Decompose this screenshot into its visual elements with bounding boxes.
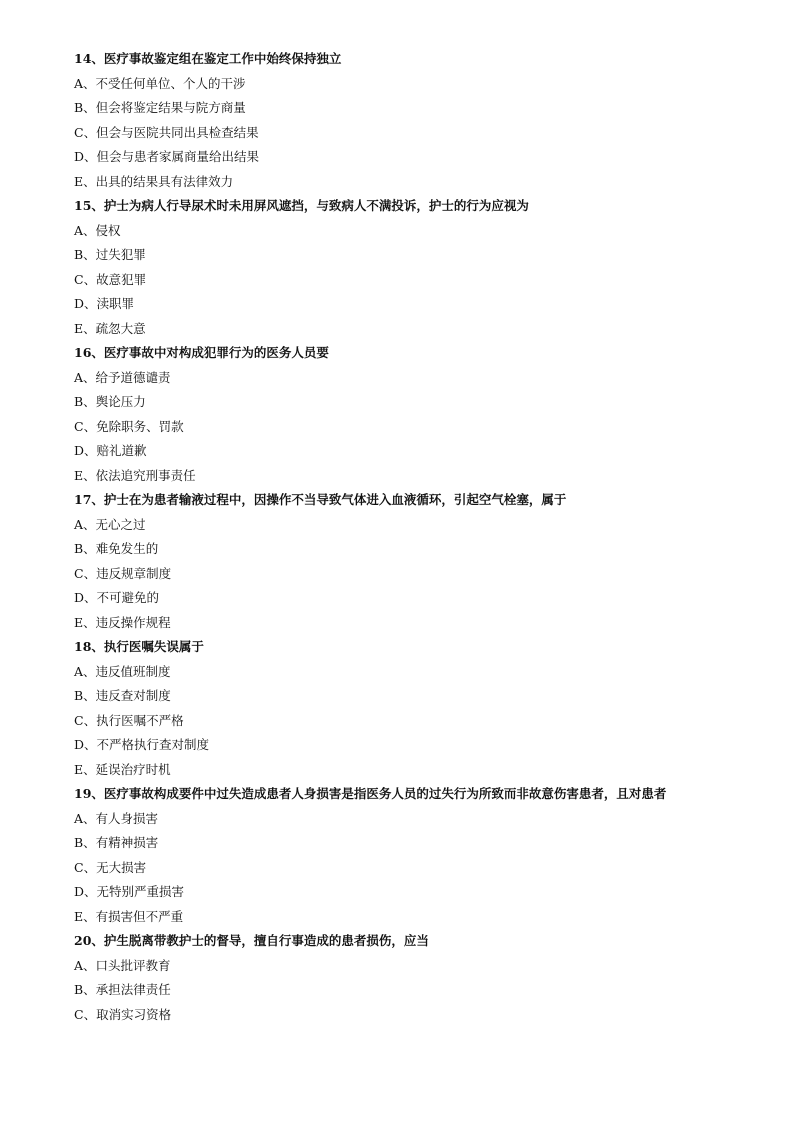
option-d bbox=[74, 145, 734, 170]
option-a bbox=[74, 219, 734, 244]
option-letter: B、 bbox=[74, 835, 96, 850]
option-letter: C、 bbox=[74, 565, 97, 581]
option-letter: A、 bbox=[74, 957, 96, 973]
option-letter: E、 bbox=[74, 614, 96, 630]
option-text: 依法追究刑事责任 bbox=[95, 467, 196, 483]
option-text: 疏忽大意 bbox=[95, 320, 146, 336]
option-d bbox=[74, 292, 734, 317]
option-letter: A、 bbox=[74, 75, 96, 91]
option-c bbox=[74, 415, 734, 440]
question-stem bbox=[74, 47, 734, 72]
question-14 bbox=[74, 47, 734, 194]
option-a bbox=[74, 807, 734, 832]
option-letter: A、 bbox=[74, 663, 96, 679]
option-text: 舆论压力 bbox=[95, 394, 146, 409]
option-text: 有损害但不严重 bbox=[95, 908, 184, 924]
question-number: 19、 bbox=[74, 786, 104, 801]
question-stem bbox=[74, 635, 734, 660]
question-16 bbox=[74, 341, 734, 488]
option-text: 口头批评教育 bbox=[95, 957, 171, 973]
option-letter: D、 bbox=[74, 884, 97, 899]
option-d bbox=[74, 586, 734, 611]
question-number: 20、 bbox=[74, 933, 104, 948]
question-text: 护士为病人行导尿术时未用屏风遮挡，与致病人不满投诉，护士的行为应视为 bbox=[103, 198, 529, 213]
option-text: 赔礼道歉 bbox=[96, 443, 147, 458]
option-a bbox=[74, 660, 734, 685]
option-text: 无特别严重损害 bbox=[96, 884, 185, 899]
option-d bbox=[74, 733, 734, 758]
option-d bbox=[74, 439, 734, 464]
question-number: 17、 bbox=[74, 492, 104, 507]
option-b bbox=[74, 978, 734, 1003]
option-text: 不可避免的 bbox=[96, 590, 160, 605]
option-text: 违反查对制度 bbox=[95, 688, 171, 703]
option-letter: C、 bbox=[74, 124, 97, 140]
option-c bbox=[74, 856, 734, 881]
option-c bbox=[74, 268, 734, 293]
option-letter: A、 bbox=[74, 810, 96, 826]
question-text: 护生脱离带教护士的督导，擅自行事造成的患者损伤，应当 bbox=[103, 933, 429, 948]
option-text: 违反值班制度 bbox=[95, 663, 171, 679]
option-text: 故意犯罪 bbox=[96, 271, 147, 287]
option-c bbox=[74, 562, 734, 587]
option-c bbox=[74, 1003, 734, 1028]
option-text: 侵权 bbox=[95, 222, 121, 238]
question-number: 15、 bbox=[74, 198, 104, 213]
option-text: 执行医嘱不严格 bbox=[96, 712, 184, 728]
option-letter: B、 bbox=[74, 688, 96, 703]
question-text: 医疗事故中对构成犯罪行为的医务人员要 bbox=[103, 345, 329, 360]
question-20 bbox=[74, 929, 734, 1027]
option-e bbox=[74, 317, 734, 342]
option-c bbox=[74, 121, 734, 146]
option-e bbox=[74, 905, 734, 930]
option-letter: A、 bbox=[74, 222, 96, 238]
option-text: 违反操作规程 bbox=[95, 614, 171, 630]
option-text: 渎职罪 bbox=[96, 296, 135, 311]
option-letter: D、 bbox=[74, 296, 97, 311]
question-18 bbox=[74, 635, 734, 782]
question-text: 护士在为患者输液过程中，因操作不当导致气体进入血液循环，引起空气栓塞，属于 bbox=[103, 492, 567, 507]
option-b bbox=[74, 243, 734, 268]
option-a bbox=[74, 513, 734, 538]
option-letter: C、 bbox=[74, 859, 97, 875]
option-text: 违反规章制度 bbox=[96, 565, 172, 581]
question-stem bbox=[74, 929, 734, 954]
question-text: 医疗事故鉴定组在鉴定工作中始终保持独立 bbox=[103, 51, 342, 66]
option-text: 无心之过 bbox=[95, 516, 146, 532]
option-text: 取消实习资格 bbox=[96, 1006, 172, 1022]
option-e bbox=[74, 611, 734, 636]
option-letter: E、 bbox=[74, 173, 96, 189]
option-letter: C、 bbox=[74, 271, 97, 287]
question-number: 18、 bbox=[74, 639, 104, 654]
option-letter: C、 bbox=[74, 418, 97, 434]
option-text: 难免发生的 bbox=[95, 541, 159, 556]
option-text: 不受任何单位、个人的干涉 bbox=[95, 75, 246, 91]
option-letter: A、 bbox=[74, 369, 96, 385]
question-stem bbox=[74, 341, 734, 366]
option-letter: E、 bbox=[74, 320, 96, 336]
question-stem bbox=[74, 488, 734, 513]
option-letter: D、 bbox=[74, 149, 97, 164]
option-letter: E、 bbox=[74, 908, 96, 924]
option-letter: B、 bbox=[74, 541, 96, 556]
option-b bbox=[74, 390, 734, 415]
option-text: 给予道德谴责 bbox=[95, 369, 171, 385]
option-b bbox=[74, 96, 734, 121]
question-stem bbox=[74, 782, 724, 807]
question-19 bbox=[74, 782, 734, 929]
option-b bbox=[74, 684, 734, 709]
option-b bbox=[74, 537, 734, 562]
option-a bbox=[74, 72, 734, 97]
option-text: 承担法律责任 bbox=[95, 982, 171, 997]
option-letter: D、 bbox=[74, 443, 97, 458]
option-c bbox=[74, 709, 734, 734]
option-text: 延误治疗时机 bbox=[95, 761, 171, 777]
option-letter: B、 bbox=[74, 247, 96, 262]
option-letter: E、 bbox=[74, 761, 96, 777]
option-a bbox=[74, 366, 734, 391]
option-letter: B、 bbox=[74, 100, 96, 115]
option-letter: B、 bbox=[74, 982, 96, 997]
question-text: 执行医嘱失误属于 bbox=[103, 639, 204, 654]
option-a bbox=[74, 954, 734, 979]
question-text: 医疗事故构成要件中过失造成患者人身损害是指医务人员的过失行为所致而非故意伤害患者，且对患者 bbox=[103, 786, 667, 801]
option-letter: C、 bbox=[74, 1006, 97, 1022]
question-15 bbox=[74, 194, 734, 341]
option-letter: A、 bbox=[74, 516, 96, 532]
exam-page bbox=[74, 47, 734, 1027]
option-text: 有精神损害 bbox=[95, 835, 159, 850]
option-text: 过失犯罪 bbox=[95, 247, 146, 262]
option-d bbox=[74, 880, 734, 905]
option-text: 但会与医院共同出具检查结果 bbox=[96, 124, 259, 140]
option-b bbox=[74, 831, 734, 856]
option-letter: D、 bbox=[74, 737, 97, 752]
option-e bbox=[74, 758, 734, 783]
option-e bbox=[74, 464, 734, 489]
option-letter: B、 bbox=[74, 394, 96, 409]
option-text: 不严格执行查对制度 bbox=[96, 737, 210, 752]
question-number: 16、 bbox=[74, 345, 104, 360]
option-text: 无大损害 bbox=[96, 859, 147, 875]
option-text: 但会将鉴定结果与院方商量 bbox=[95, 100, 246, 115]
option-text: 出具的结果具有法律效力 bbox=[95, 173, 234, 189]
option-text: 但会与患者家属商量给出结果 bbox=[96, 149, 260, 164]
option-text: 有人身损害 bbox=[95, 810, 159, 826]
question-stem bbox=[74, 194, 734, 219]
option-e bbox=[74, 170, 734, 195]
option-letter: E、 bbox=[74, 467, 96, 483]
question-number: 14、 bbox=[74, 51, 104, 66]
option-letter: C、 bbox=[74, 712, 97, 728]
option-letter: D、 bbox=[74, 590, 97, 605]
option-text: 免除职务、罚款 bbox=[96, 418, 184, 434]
question-17 bbox=[74, 488, 734, 635]
